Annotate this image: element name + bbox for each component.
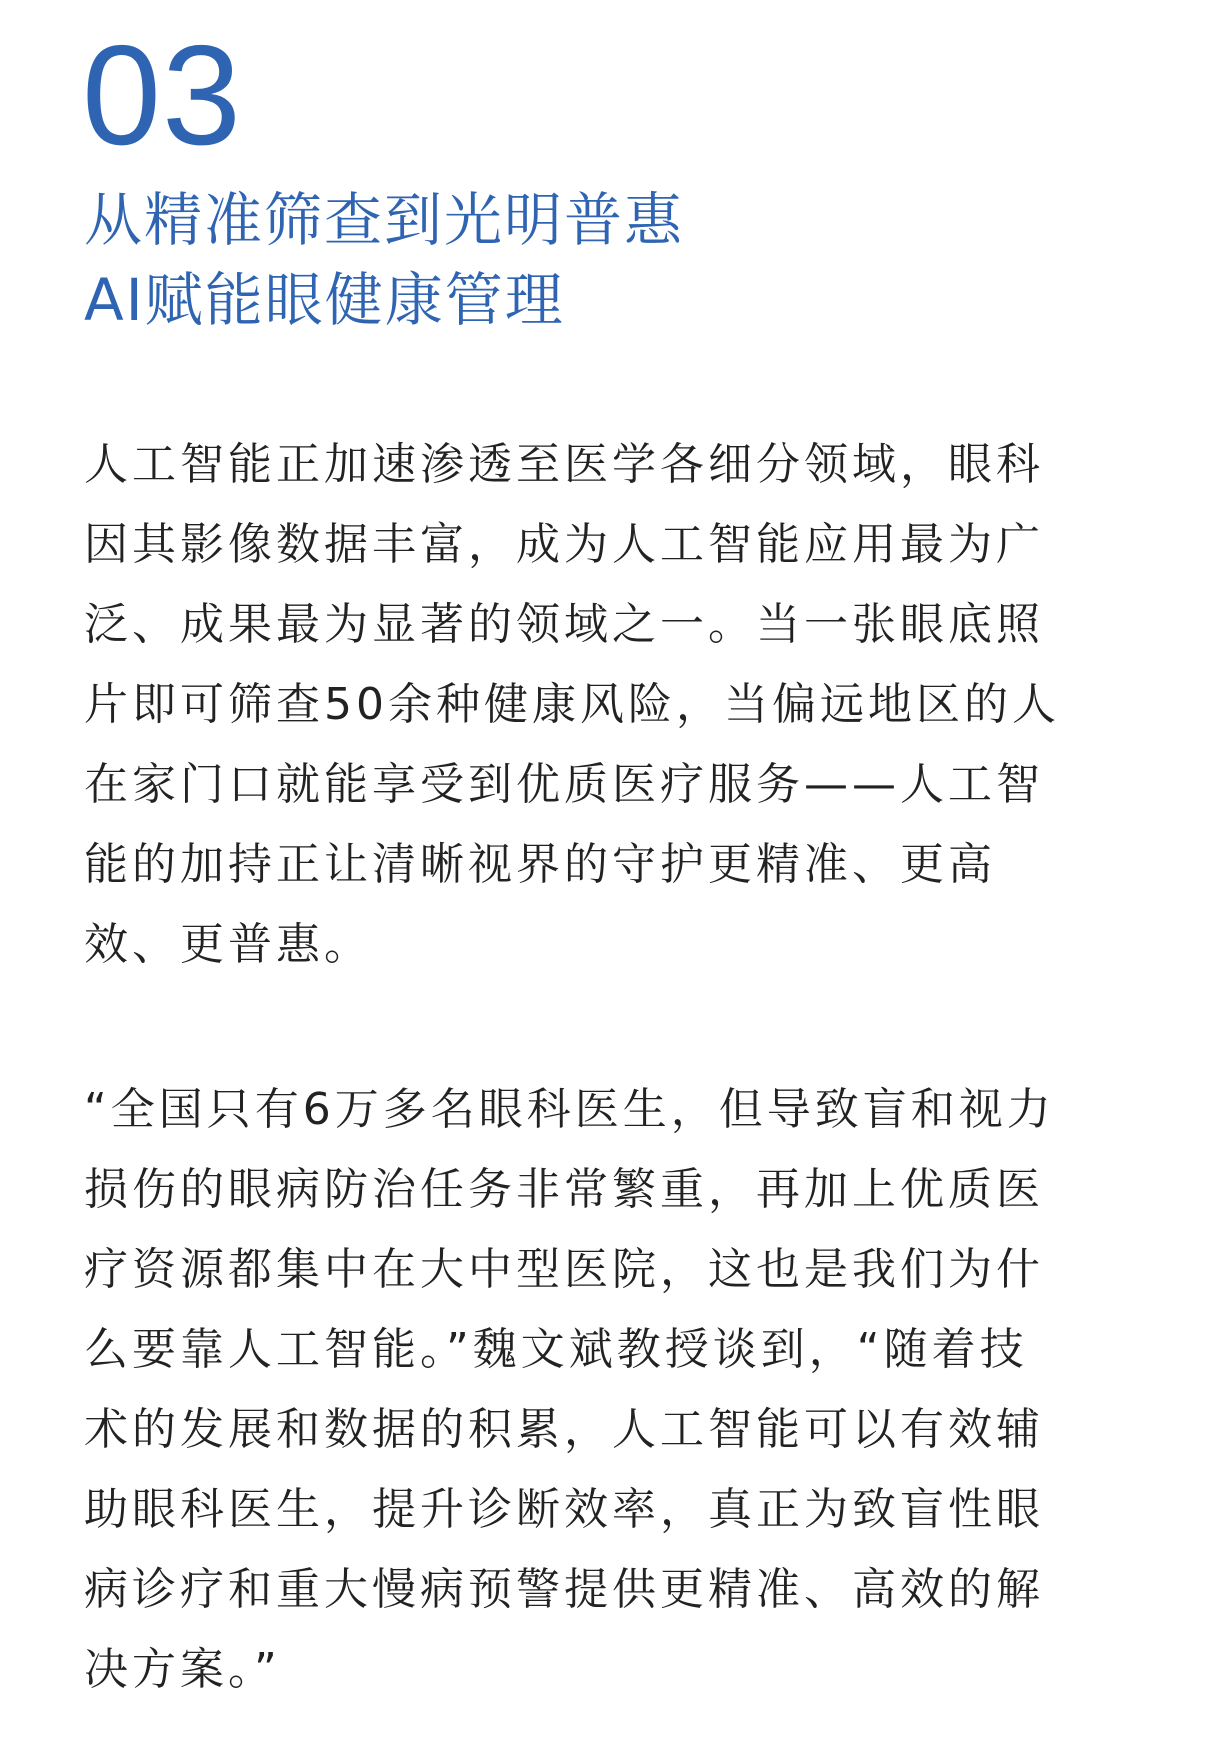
paragraph-line: 在家门口就能享受到优质医疗服务——人工智 bbox=[84, 759, 1044, 810]
paragraph-line: 么要靠人工智能。”魏文斌教授谈到，“随着技 bbox=[84, 1324, 1028, 1375]
paragraph-line: 决方案。” bbox=[84, 1644, 281, 1695]
paragraph-line: 人工智能正加速渗透至医学各细分领域，眼科 bbox=[84, 439, 1044, 490]
paragraph-line: “全国只有6万多名眼科医生，但导致盲和视力 bbox=[84, 1084, 1055, 1135]
section-title-line-2: AI赋能眼健康管理 bbox=[84, 266, 565, 334]
quote-paragraph bbox=[84, 1070, 1119, 1710]
paragraph-line: 术的发展和数据的积累，人工智能可以有效辅 bbox=[84, 1404, 1044, 1455]
paragraph-line: 损伤的眼病防治任务非常繁重，再加上优质医 bbox=[84, 1164, 1044, 1215]
paragraph-line: 片即可筛查50余种健康风险，当偏远地区的人 bbox=[84, 679, 1060, 730]
section-title-line-1: 从精准筛查到光明普惠 bbox=[84, 186, 685, 254]
intro-paragraph bbox=[84, 425, 1119, 985]
paragraph-line: 能的加持正让清晰视界的守护更精准、更高 bbox=[84, 839, 996, 890]
paragraph-line: 泛、成果最为显著的领域之一。当一张眼底照 bbox=[84, 599, 1044, 650]
paragraph-line: 效、更普惠。 bbox=[84, 919, 372, 970]
paragraph-line: 助眼科医生，提升诊断效率，真正为致盲性眼 bbox=[84, 1484, 1044, 1535]
paragraph-line: 因其影像数据丰富，成为人工智能应用最为广 bbox=[84, 519, 1044, 570]
section-number: 03 bbox=[82, 16, 242, 175]
paragraph-line: 病诊疗和重大慢病预警提供更精准、高效的解 bbox=[84, 1564, 1044, 1615]
paragraph-line: 疗资源都集中在大中型医院，这也是我们为什 bbox=[84, 1244, 1044, 1295]
section-title bbox=[84, 180, 684, 340]
